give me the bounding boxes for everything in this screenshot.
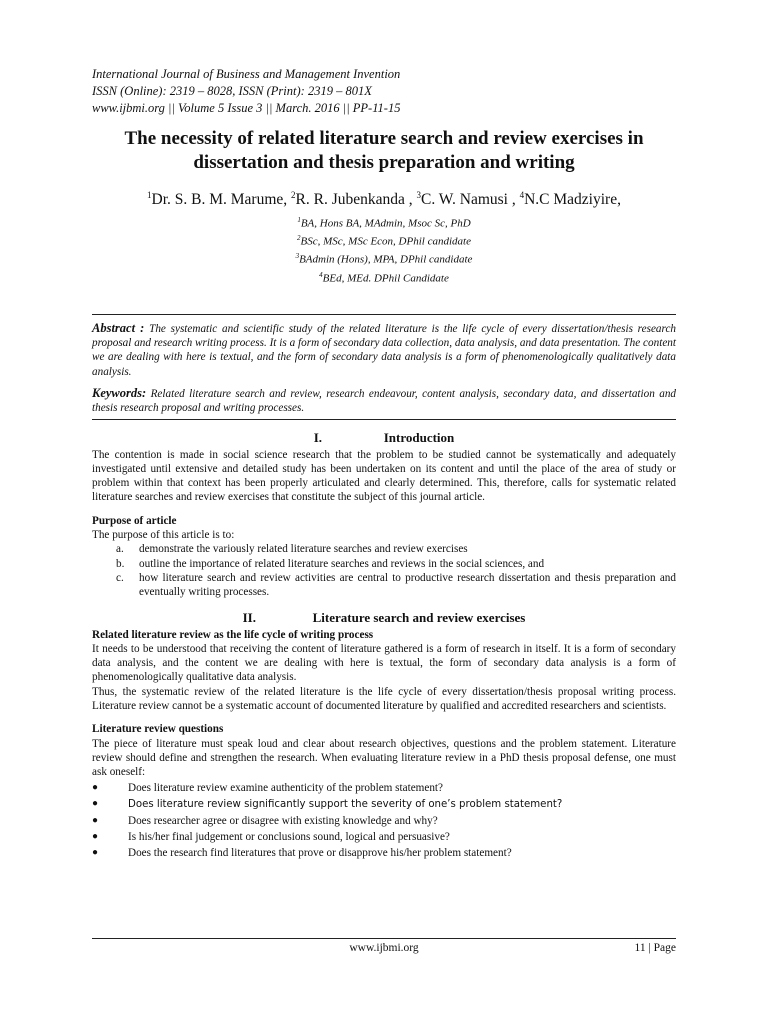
author-4-sup: 4 <box>519 190 525 200</box>
journal-issn: ISSN (Online): 2319 – 8028, ISSN (Print): 2319 – 801X <box>92 84 372 98</box>
affiliation-sup: 4 <box>319 270 323 279</box>
list-marker: c. <box>116 571 124 584</box>
journal-issue: www.ijbmi.org || Volume 5 Issue 3 || March. 2016 || PP-11-15 <box>92 101 401 115</box>
abstract-text: The systematic and scientific study of the related literature is the life cycle of every dissertation/thesis research proposal and research writing process. It is a form of secondary data collection, data analysis, and data presentation. The content we are dealing with here is textual, and the form of secondary data analysis is a form of phenomenologically qualitatively data analysis. <box>92 322 677 378</box>
bullet-icon: ● <box>92 797 99 809</box>
journal-header <box>92 66 676 117</box>
affiliation-text: BSc, MSc, MSc Econ, DPhil candidate <box>300 235 471 248</box>
author-1: Dr. S. B. M. Marume, <box>151 191 292 209</box>
paragraph: The piece of literature must speak loud and clear about research objectives, questions and the problem statement. Literature review should define and strengthen the research. When evaluating literature review in a PhD thesis proposal defense, one must ask oneself: <box>92 737 676 779</box>
section-heading-literature <box>92 610 676 626</box>
footer-site: www.ijbmi.org <box>349 942 419 954</box>
author-2: R. R. Jubenkanda , <box>295 191 417 209</box>
purpose-list <box>92 542 676 599</box>
affiliation-list <box>92 213 676 286</box>
affiliation <box>92 231 676 249</box>
paragraph: It needs to be understood that receiving the content of literature gathered is a form of research in itself. It is a form of secondary data analysis, and the content we are dealing with here is textual, the form of secondary data analysis is a form of phenomenologically qualitative data analysis. <box>92 642 676 684</box>
section-number: I. <box>313 429 323 445</box>
affiliation <box>92 268 676 286</box>
section-title: Introduction <box>383 429 455 445</box>
bullet-icon: ● <box>92 830 99 842</box>
abstract-bottom-rule <box>92 419 676 420</box>
list-item-text: Does researcher agree or disagree with existing knowledge and why? <box>128 814 438 827</box>
list-item <box>92 557 676 571</box>
journal-name: International Journal of Business and Management Invention <box>92 67 401 81</box>
bullet-icon: ● <box>92 814 99 826</box>
list-marker: b. <box>116 557 125 570</box>
list-item-text: Does the research find literatures that prove or disapprove his/her problem statement? <box>128 846 512 859</box>
author-3: C. W. Namusi , <box>421 191 520 209</box>
purpose-heading: Purpose of article <box>92 514 177 527</box>
list-item <box>92 780 676 796</box>
list-item <box>92 571 676 600</box>
list-item <box>92 845 676 861</box>
affiliation-sup: 2 <box>297 234 301 243</box>
affiliation-text: BA, Hons BA, MAdmin, Msoc Sc, PhD <box>300 217 471 230</box>
list-item-text: Does literature review significantly support the severity of one’s problem statement? <box>128 798 563 810</box>
list-item-text: how literature search and review activities are central to productive research dissertation and thesis preparation and eventually writing processes. <box>139 571 676 599</box>
abstract-label: Abstract : <box>92 320 145 335</box>
subheading-review-questions: Literature review questions <box>92 723 224 736</box>
list-item-text: Is his/her final judgement or conclusions sound, logical and persuasive? <box>128 830 450 843</box>
list-item-text: Does literature review examine authenticity of the problem statement? <box>128 781 443 794</box>
affiliation-text: BAdmin (Hons), MPA, DPhil candidate <box>299 254 473 267</box>
list-item <box>92 796 676 813</box>
list-marker: a. <box>116 543 124 556</box>
affiliation <box>92 213 676 231</box>
page-number: 11 | Page <box>634 942 676 954</box>
bullet-icon: ● <box>92 846 99 858</box>
abstract <box>92 321 676 379</box>
subheading-life-cycle: Related literature review as the life cycle of writing process <box>92 628 374 641</box>
purpose-intro: The purpose of this article is to: <box>92 529 235 542</box>
keywords-label: Keywords: <box>92 385 147 400</box>
introduction-paragraph: The contention is made in social science research that the problem to be studied cannot be systematically and adequately investigated until extensive and detailed study has been undertaken on its content and until the place of the area of study or problem within that context has been properly articulated and clearly determined. This, therefore, calls for systematic related literature searches and review exercises that constitute the subject of this journal article. <box>92 448 676 504</box>
paper-title: The necessity of related literature search and review exercises in dissertation and thesis preparation and writing <box>124 128 644 173</box>
keywords-text: Related literature search and review, research endeavour, content analysis, secondary data, and dissertation and thesis research proposal and writing processes. <box>92 387 677 415</box>
affiliation-sup: 3 <box>295 252 300 261</box>
affiliation-sup: 1 <box>297 216 301 225</box>
abstract-top-rule <box>92 314 676 315</box>
affiliation-text: BEd, MEd. DPhil Candidate <box>322 272 449 285</box>
question-list <box>92 780 676 861</box>
list-item <box>92 542 676 556</box>
author-2-sup: 2 <box>291 190 296 200</box>
bullet-icon: ● <box>92 781 99 793</box>
list-item <box>92 829 676 845</box>
author-1-sup: 1 <box>147 190 152 200</box>
author-3-sup: 3 <box>416 190 421 200</box>
section-heading-introduction <box>92 430 676 446</box>
author-4: N.C Madziyire, <box>524 191 621 209</box>
page-footer <box>92 938 676 954</box>
section-title: Literature search and review exercises <box>312 609 526 625</box>
affiliation <box>92 249 676 267</box>
list-item <box>92 813 676 829</box>
author-list <box>92 185 676 210</box>
list-item-text: demonstrate the variously related literature searches and review exercises <box>139 543 468 556</box>
paragraph: Thus, the systematic review of the related literature is the life cycle of every dissertation/thesis proposal writing process. Literature review cannot be a systematic account of documented literature by qualified and accredited researchers and scientists. <box>92 685 676 713</box>
keywords <box>92 386 676 416</box>
section-number: II. <box>242 609 256 625</box>
list-item-text: outline the importance of related literature searches and reviews in the social sciences, and <box>139 557 545 570</box>
paper-page <box>92 66 676 861</box>
